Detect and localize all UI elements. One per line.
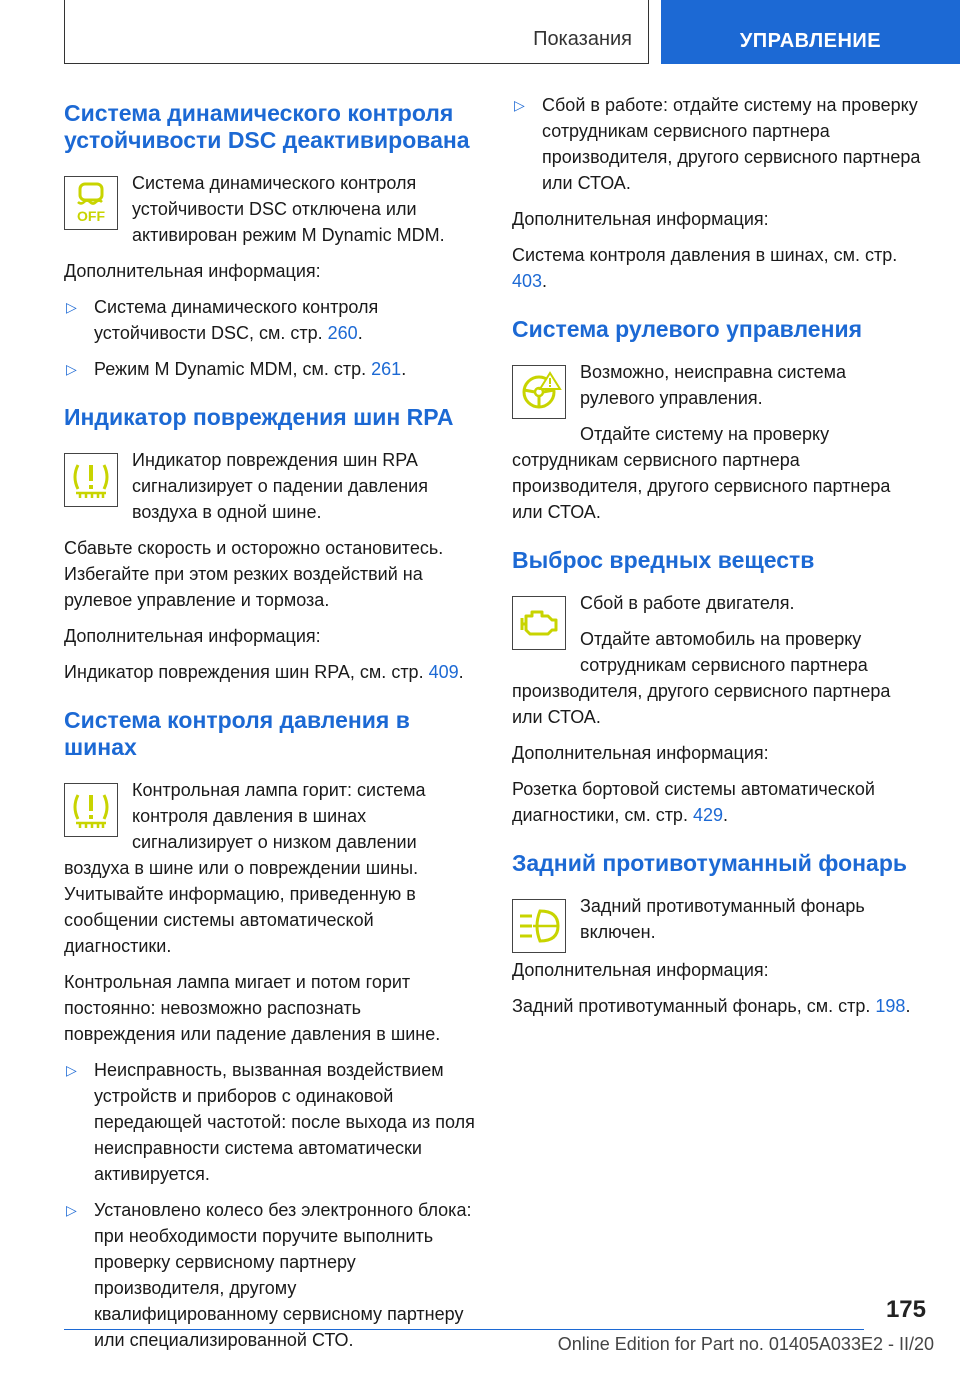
page-number: 175 [885,1296,926,1323]
emission-heading: Выброс вредных веществ [512,547,815,573]
tpms-reference: Система контроля давления в шинах, см. стр. 403. [512,245,898,291]
bullet-triangle-icon: ▷ [66,361,77,377]
list-item: ▷ Неисправность, вызванная воздействием устройств и приборов с одинаковой передающей частотой: после выхода из поля неисправности система автоматически активируется. [64,1057,476,1187]
rear-fog-light-icon [512,899,566,953]
list-item: ▷ Сбой в работе: отдайте систему на проверку сотрудникам сервисного партнера производителя, другого сервисного партнера или СТОА. [512,92,924,196]
tpms-heading: Система контроля давления в шинах [64,707,410,760]
rpa-reference: Индикатор повреждения шин RPA, см. стр. 409. [64,662,464,682]
page-link-261[interactable]: 261 [371,359,402,379]
rpa-heading: Индикатор повреждения шин RPA [64,404,454,430]
tpms-text-1: Контрольная лампа горит: система контроля давления в шинах сигнализирует о низком давлении воздуха в шине или о повреждении шины. Учитывайте информацию, приведенную в сообщении системы автоматической диагностики. [64,780,426,956]
steering-heading: Система рулевого управления [512,316,863,342]
tire-pressure-warning-icon [64,783,118,837]
list-item: ▷ Установлено колесо без электронного блока: при необходимости поручите выполнить проверку сервисному партнеру производителя, другому квалифицированному сервисному партнеру или специализированной СТО. [64,1197,476,1353]
page-link-409[interactable]: 409 [428,662,459,682]
header-chapter-tab[interactable]: УПРАВЛЕНИЕ [661,0,960,64]
dsc-text: Система динамического контроля устойчивости DSC отключена или активирован режим M Dynamic MDM. [132,173,445,245]
fog-text: Задний противотуманный фонарь включен. [580,896,865,942]
tpms-list [64,1057,476,1353]
header-section-box [64,0,649,64]
tpms-list-continued [512,92,924,196]
rpa-warning: Сбавьте скорость и осторожно остановитесь. Избегайте при этом резких воздействий на рулевое управление и тормоза. [64,538,444,610]
page-link-260[interactable]: 260 [327,323,358,343]
bullet-triangle-icon: ▷ [66,1202,77,1218]
rpa-more-label: Дополнительная информация: [64,626,321,646]
fog-reference: Задний противотуманный фонарь, см. стр. 198. [512,996,911,1016]
emission-reference: Розетка бортовой системы автоматической диагностики, см. стр. 429. [512,779,875,825]
fog-section [512,850,924,1019]
engine-check-icon [512,596,566,650]
emission-text-2: Отдайте автомобиль на проверку сотрудникам сервисного партнера производителя, другого сервисного партнера или СТОА. [512,629,891,727]
dsc-heading: Система динамического контроля устойчивости DSC деактивирована [64,100,470,153]
bullet-triangle-icon: ▷ [66,299,77,315]
footer-edition: Online Edition for Part no. 01405A033E2 - II/20 [557,1334,934,1354]
steering-section [512,316,924,525]
emission-more-label: Дополнительная информация: [512,743,769,763]
dsc-section [64,100,476,382]
list-item: ▷ Режим M Dynamic MDM, см. стр. 261. [64,356,476,382]
steering-text-1: Возможно, неисправна система рулевого управления. [580,362,847,408]
bullet-triangle-icon: ▷ [66,1062,77,1078]
footer-divider [64,1329,864,1330]
fog-heading: Задний противотуманный фонарь [512,850,908,876]
page-link-429[interactable]: 429 [692,805,723,825]
steering-warning-icon [512,365,566,419]
emission-text-1: Сбой в работе двигателя. [580,593,795,613]
dsc-off-icon [64,176,118,230]
dsc-list [64,294,476,382]
list-item: ▷ Система динамического контроля устойчивости DSC, см. стр. 260. [64,294,476,346]
tire-pressure-warning-icon [64,453,118,507]
rpa-text: Индикатор повреждения шин RPA сигнализирует о падении давления воздуха в одной шине. [132,450,428,522]
bullet-triangle-icon: ▷ [514,97,525,113]
rpa-section [64,404,476,685]
dsc-more-label: Дополнительная информация: [64,261,321,281]
emission-section [512,547,924,828]
tpms-text-2: Контрольная лампа мигает и потом горит постоянно: невозможно распознать повреждения или падение давления в шине. [64,972,441,1044]
right-column [512,92,924,1041]
svg-text:OFF: OFF [77,208,105,224]
left-column [64,100,476,1375]
tpms-more-label: Дополнительная информация: [512,209,769,229]
tpms-section [64,707,476,1353]
fog-more-label: Дополнительная информация: [512,960,769,980]
header-section-title: Показания [533,28,632,50]
page-link-198[interactable]: 198 [875,996,906,1016]
steering-text-2: Отдайте систему на проверку сотрудникам сервисного партнера производителя, другого сервисного партнера или СТОА. [512,424,891,522]
page-link-403[interactable]: 403 [512,271,543,291]
